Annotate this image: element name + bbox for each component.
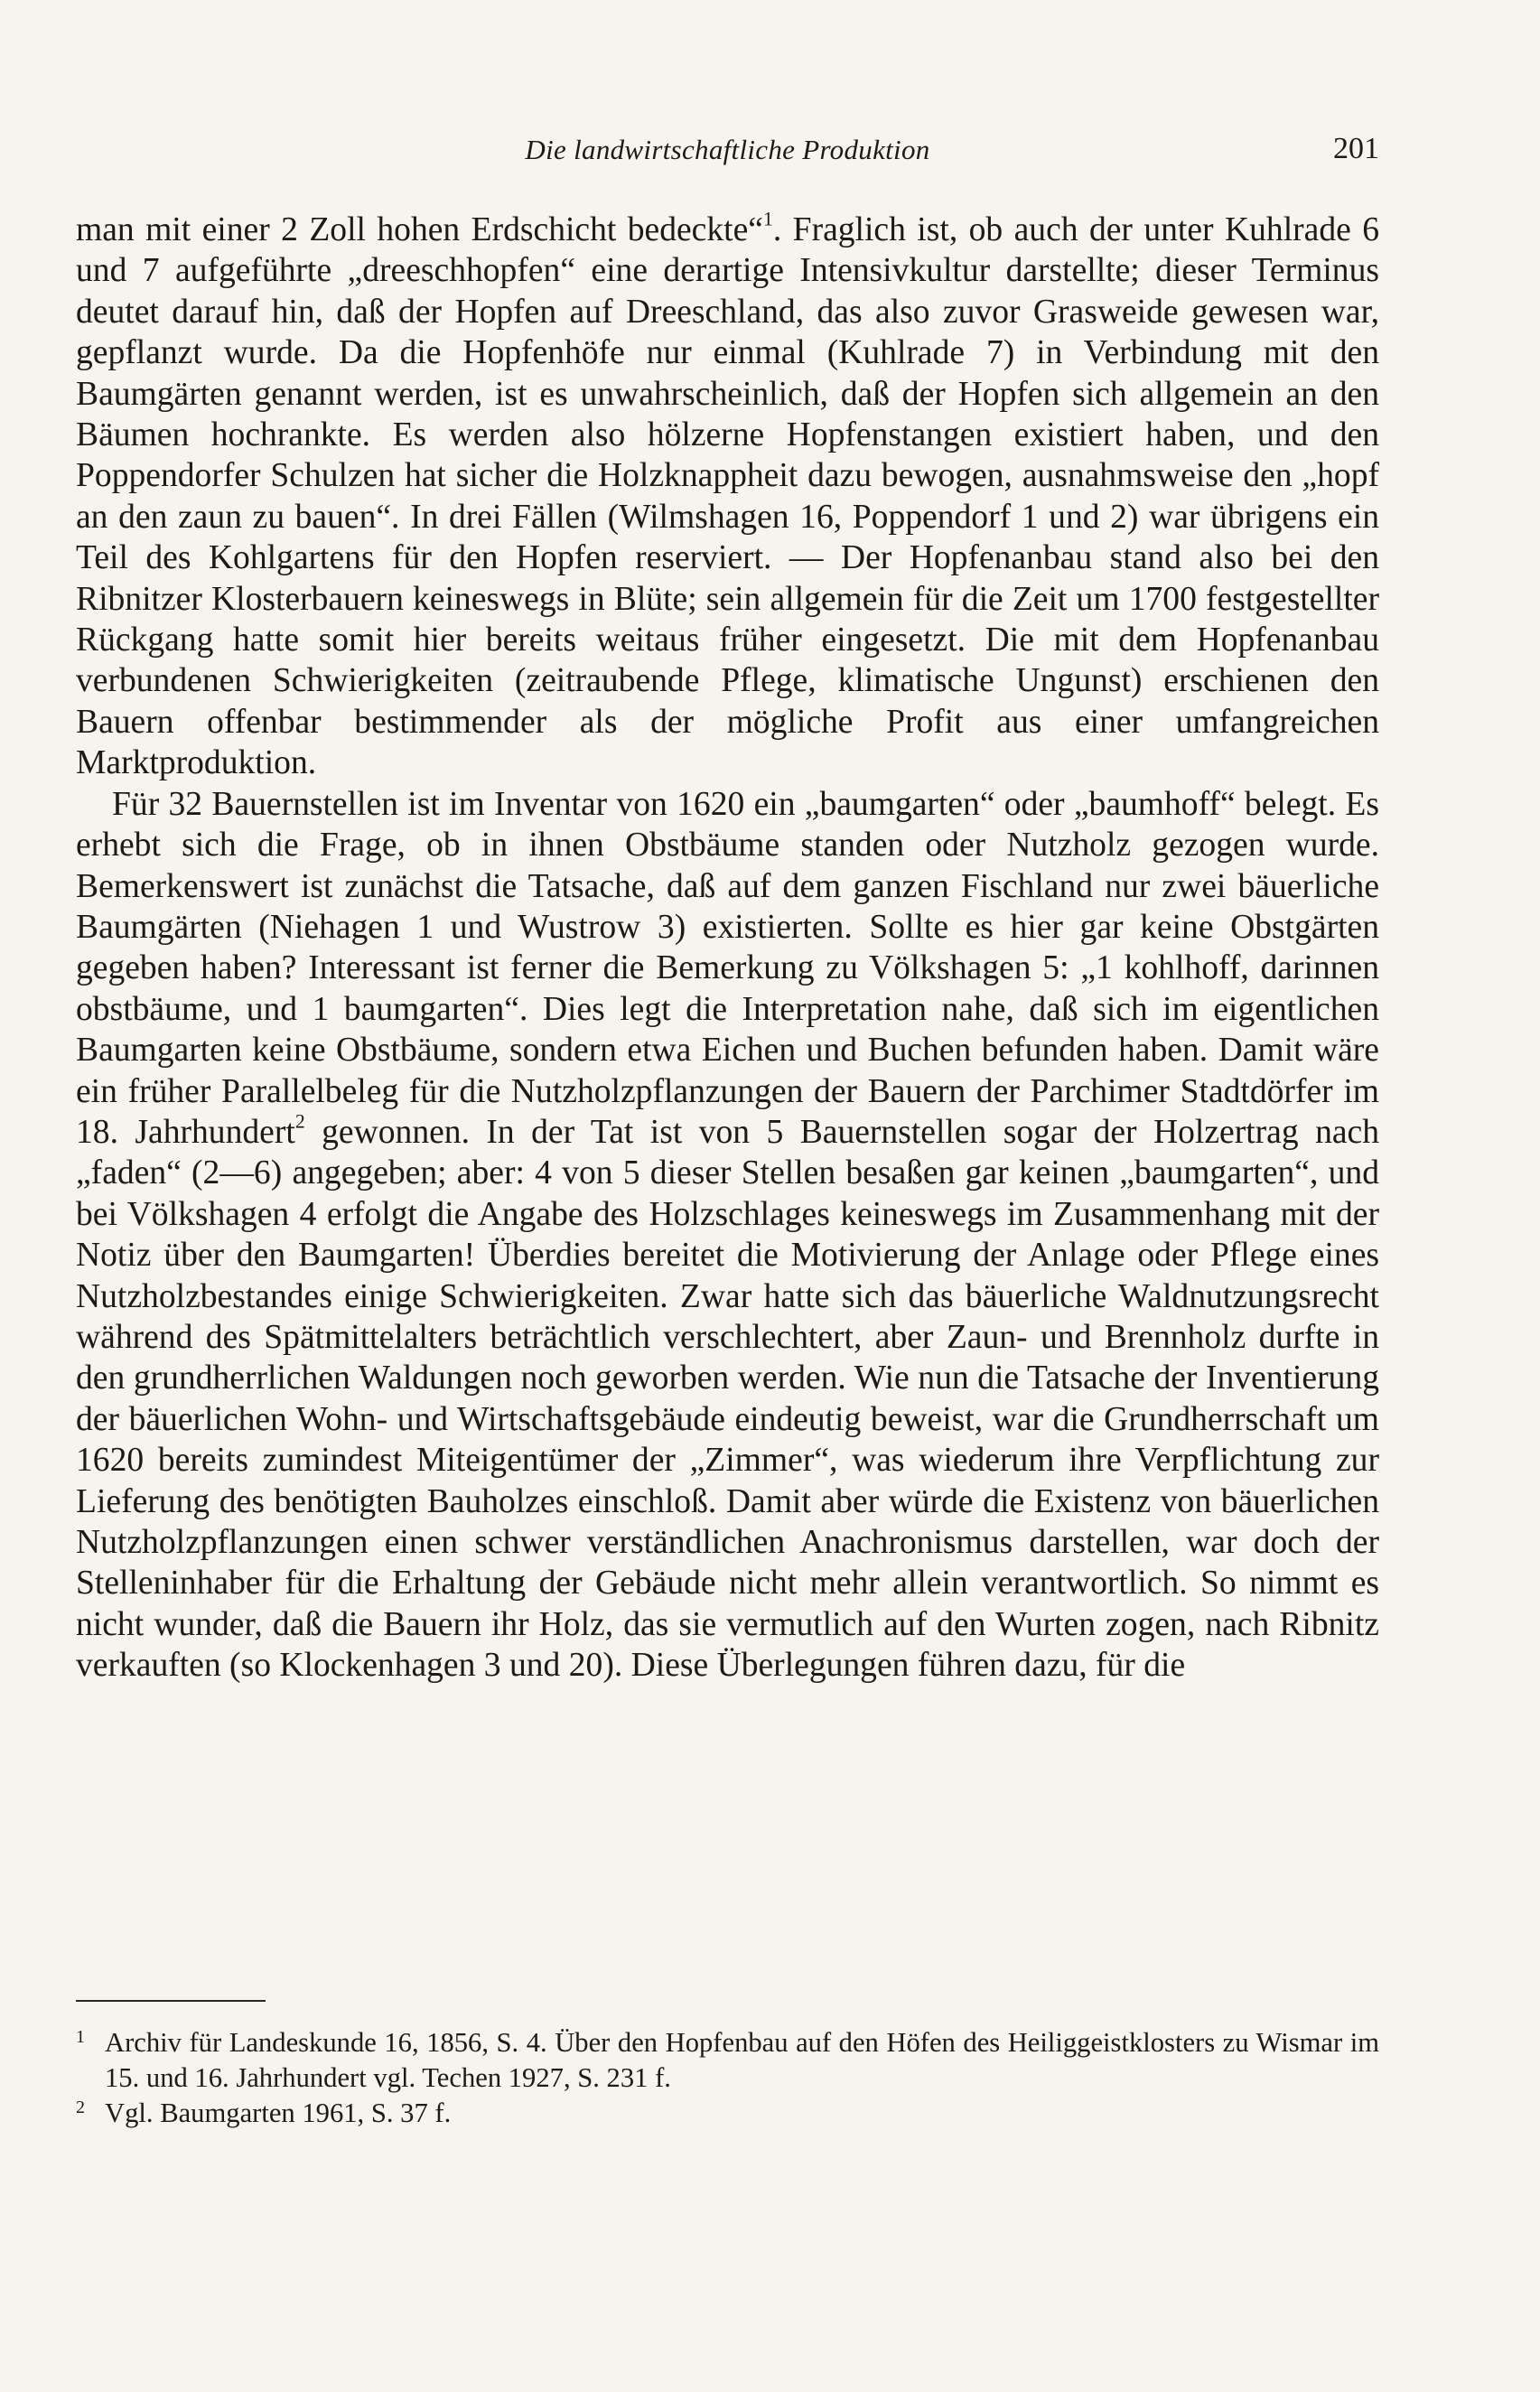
footnote-1 [76, 2025, 1379, 2096]
page-number: 201 [1333, 132, 1379, 165]
paragraph-2-text-b: gewonnen. In der Tat ist von 5 Bauernstellen sogar der Holzertrag nach „faden“ (2—6) angegeben; aber: 4 von 5 dieser Stellen besaßen gar keinen „baumgarten“, und bei Völkshagen 4 erfolgt die Angabe des Holzschlages keineswegs im Zusammenhang mit der Notiz über den Baumgarten! Überdies bereitet die Motivierung der Anlage oder Pflege eines Nutzholzbestandes einige Schwierigkeiten. Zwar hatte sich das bäuerliche Waldnutzungsrecht während des Spätmittelalters beträchtlich verschlechtert, aber Zaun- und Brennholz durfte in den grundherrlichen Waldungen noch geworben werden. Wie nun die Tatsache der Inventierung der bäuerlichen Wohn- und Wirtschaftsgebäude eindeutig beweist, war die Grundherrschaft um 1620 bereits zumindest Miteigentümer der „Zimmer“, was wiederum ihre Verpflichtung zur Lieferung des benötigten Bauholzes einschloß. Damit aber würde die Existenz von bäuerlichen Nutzholzpflanzungen einen schwer verständlichen Anachronismus darstellen, war doch der Stelleninhaber für die Erhaltung der Gebäude nicht mehr allein verantwortlich. So nimmt es nicht wunder, daß die Bauern ihr Holz, das sie vermutlich auf den Wurten zogen, nach Ribnitz verkauften (so Klockenhagen 3 und 20). Diese Überlegungen führen dazu, für die [76, 1113, 1380, 1685]
footnote-mark: 2 [76, 2098, 85, 2117]
paragraph-1 [76, 210, 1379, 784]
body-text [76, 210, 1379, 1687]
footnote-ref-2: 2 [294, 1110, 305, 1133]
paragraph-1-text-b: . Fraglich ist, ob auch der unter Kuhlrade 6 und 7 aufgeführte „dreeschhopfen“ eine derartige Intensivkultur darstellte; dieser Terminus deutet darauf hin, daß der Hopfen auf Dreeschland, das also zuvor Grasweide gewesen war, gepflanzt wurde. Da die Hopfenhöfe nur einmal (Kuhlrade 7) in Verbindung mit den Baumgärten genannt werden, ist es unwahrscheinlich, daß der Hopfen sich allgemein an den Bäumen hochrankte. Es werden also hölzerne Hopfenstangen existiert haben, und den Poppendorfer Schulzen hat sicher die Holzknappheit dazu bewogen, ausnahmsweise den „hopf an den zaun zu bauen“. In drei Fällen (Wilmshagen 16, Poppendorf 1 und 2) war übrigens ein Teil des Kohlgartens für den Hopfen reserviert. — Der Hopfenanbau stand also bei den Ribnitzer Klosterbauern keineswegs in Blüte; sein allgemein für die Zeit um 1700 festgestellter Rückgang hatte somit hier bereits weitaus früher eingesetzt. Die mit dem Hopfenanbau verbundenen Schwierigkeiten (zeitraubende Pflege, klimatische Ungunst) erschienen den Bauern offenbar bestimmender als der mögliche Profit aus einer umfangreichen Marktproduktion. [76, 211, 1379, 782]
paragraph-1-text-a: man mit einer 2 Zoll hohen Erdschicht bedeckte“ [76, 211, 763, 248]
paragraph-2 [76, 784, 1379, 1687]
footnote-2 [76, 2096, 1379, 2131]
footnotes [76, 2025, 1379, 2131]
footnote-mark: 1 [76, 2027, 85, 2047]
footnote-text: Vgl. Baumgarten 1961, S. 37 f. [105, 2098, 452, 2128]
page-header [76, 134, 1379, 179]
running-title: Die landwirtschaftliche Produktion [525, 134, 930, 165]
footnote-divider [76, 2000, 266, 2002]
footnote-ref-1: 1 [762, 208, 773, 230]
paragraph-2-text-a: Für 32 Bauernstellen ist im Inventar von 1620 ein „baumgarten“ oder „baumhoff“ belegt. Es erhebt sich die Frage, ob in ihnen Obstbäume standen oder Nutzholz gezogen wurde. Bemerkenswert ist zunächst die Tatsache, daß auf dem ganzen Fischland nur zwei bäuerliche Baumgärten (Niehagen 1 und Wustrow 3) existierten. Sollte es hier gar keine Obstgärten gegeben haben? Interessant ist ferner die Bemerkung zu Völkshagen 5: „1 kohlhoff, darinnen obstbäume, und 1 baumgarten“. Dies legt die Interpretation nahe, daß sich im eigentlichen Baumgarten keine Obstbäume, sondern etwa Eichen und Buchen befunden haben. Damit wäre ein früher Parallelbeleg für die Nutzholzpflanzungen der Bauern der Parchimer Stadtdörfer im 18. Jahrhundert [76, 785, 1379, 1151]
footnote-text: Archiv für Landeskunde 16, 1856, S. 4. Über den Hopfenbau auf den Höfen des Heiliggeistklosters zu Wismar im 15. und 16. Jahrhundert vgl. Techen 1927, S. 231 f. [105, 2027, 1379, 2093]
